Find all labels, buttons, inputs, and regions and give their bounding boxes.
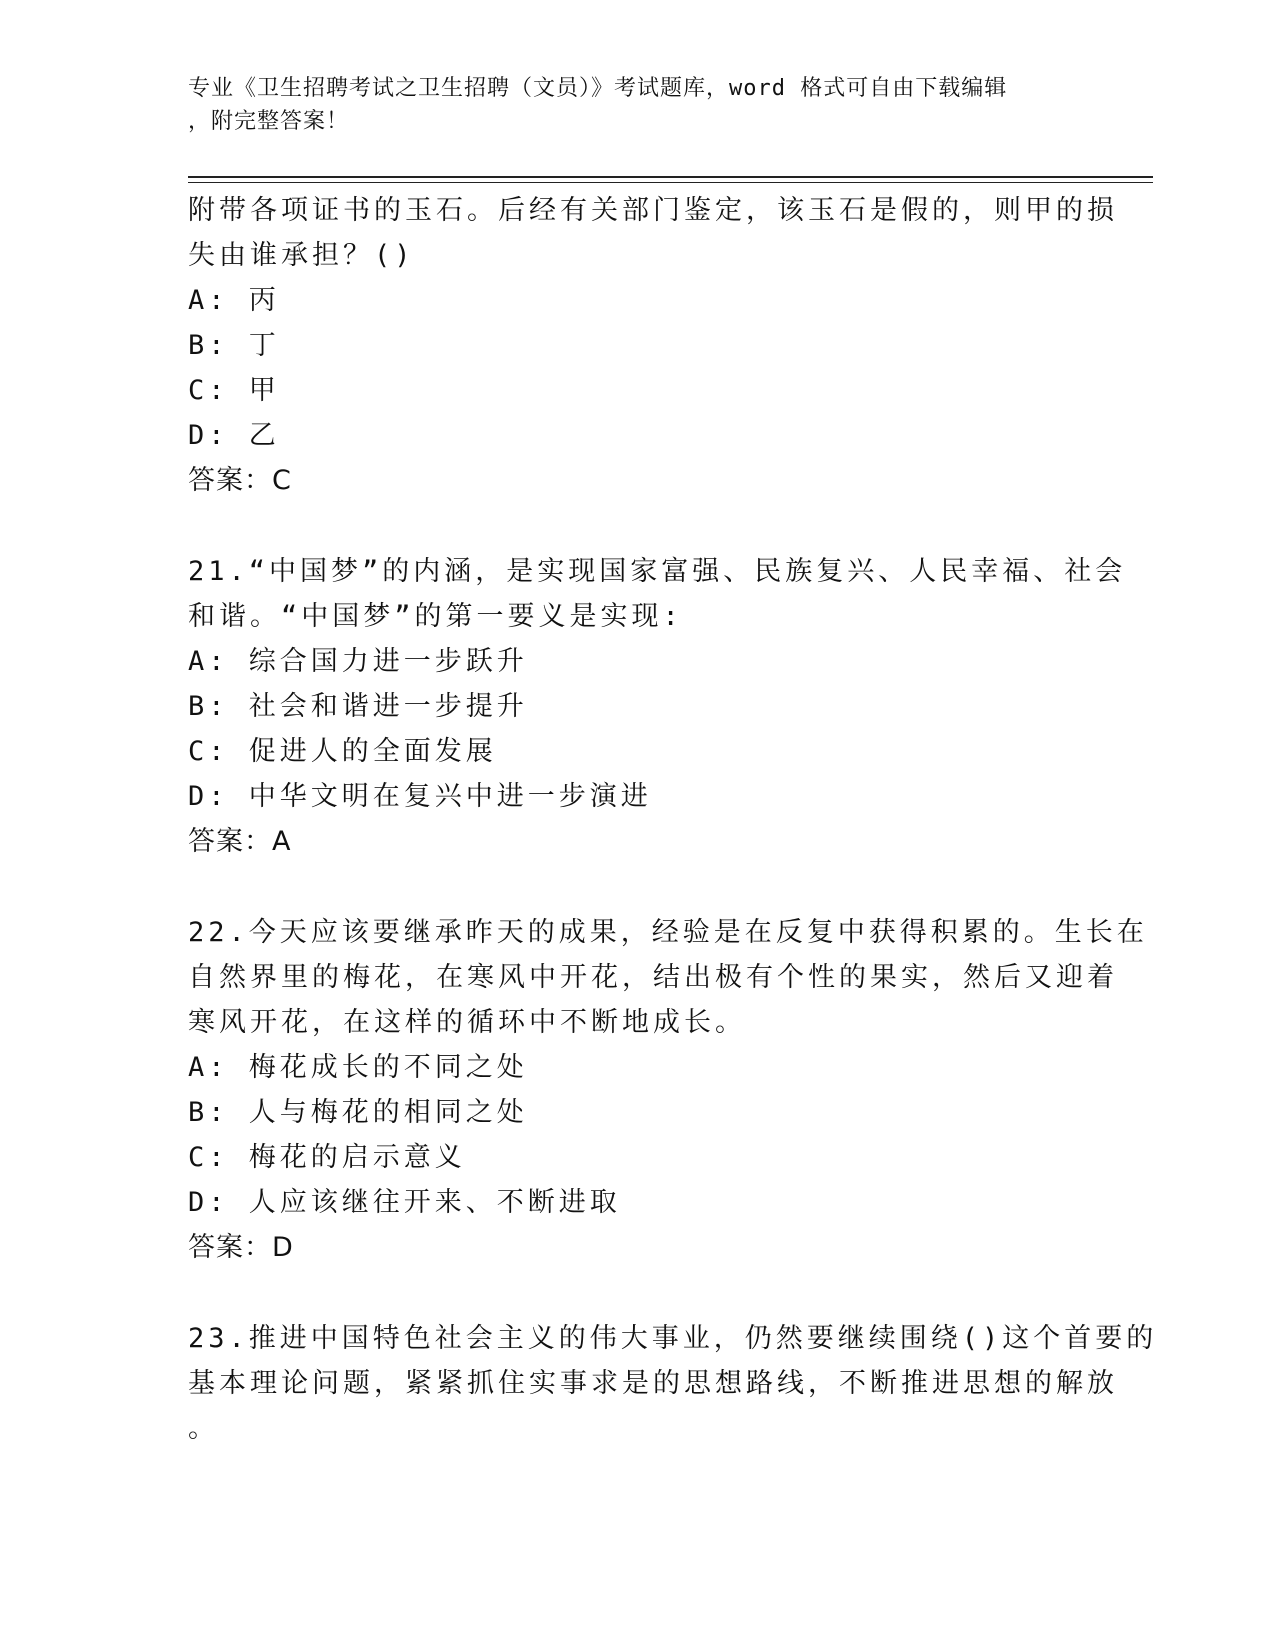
option-d: D: 乙 bbox=[188, 420, 280, 451]
question-20 bbox=[188, 188, 1118, 503]
spacer bbox=[188, 1270, 1088, 1316]
question-text-line: 和谐。“中国梦”的第一要义是实现: bbox=[188, 601, 683, 632]
spacer bbox=[188, 503, 1088, 549]
question-text-line: 寒风开花，在这样的循环中不断地成长。 bbox=[188, 1007, 746, 1038]
option-a: A: 丙 bbox=[188, 285, 280, 316]
answer-label: 答案：D bbox=[188, 1232, 294, 1263]
question-23 bbox=[188, 1316, 1158, 1451]
answer-label: 答案：C bbox=[188, 465, 292, 496]
question-text-line: 自然界里的梅花，在寒风中开花，结出极有个性的果实，然后又迎着 bbox=[188, 962, 1118, 993]
option-a: A: 梅花成长的不同之处 bbox=[188, 1052, 528, 1083]
question-text-line: 。 bbox=[188, 1413, 219, 1444]
question-list bbox=[188, 188, 1158, 1451]
option-b: B: 社会和谐进一步提升 bbox=[188, 691, 528, 722]
question-21 bbox=[188, 549, 1127, 864]
option-c: C: 促进人的全面发展 bbox=[188, 736, 497, 767]
document-header bbox=[188, 72, 1088, 138]
question-text-line: 附带各项证书的玉石。后经有关部门鉴定，该玉石是假的，则甲的损 bbox=[188, 195, 1118, 226]
option-d: D: 中华文明在复兴中进一步演进 bbox=[188, 781, 652, 812]
option-b: B: 人与梅花的相同之处 bbox=[188, 1097, 528, 1128]
question-text-line: 22.今天应该要继承昨天的成果，经验是在反复中获得积累的。生长在 bbox=[188, 917, 1148, 948]
option-a: A: 综合国力进一步跃升 bbox=[188, 646, 528, 677]
header-line-1: 专业《卫生招聘考试之卫生招聘（文员）》考试题库，word 格式可自由下载编辑 bbox=[188, 76, 1008, 101]
header-divider-thin bbox=[188, 182, 1153, 183]
spacer bbox=[188, 864, 1088, 910]
header-divider-thick bbox=[188, 176, 1153, 178]
answer-label: 答案：A bbox=[188, 826, 292, 857]
option-d: D: 人应该继往开来、不断进取 bbox=[188, 1187, 621, 1218]
header-line-2: ，附完整答案！ bbox=[188, 109, 350, 134]
option-c: C: 甲 bbox=[188, 375, 280, 406]
question-22 bbox=[188, 910, 1148, 1270]
question-text-line: 基本理论问题，紧紧抓住实事求是的思想路线，不断推进思想的解放 bbox=[188, 1368, 1118, 1399]
question-text-line: 23.推进中国特色社会主义的伟大事业，仍然要继续围绕()这个首要的 bbox=[188, 1323, 1158, 1354]
question-text-line: 失由谁承担？() bbox=[188, 240, 415, 271]
question-text-line: 21.“中国梦”的内涵，是实现国家富强、民族复兴、人民幸福、社会 bbox=[188, 556, 1127, 587]
option-b: B: 丁 bbox=[188, 330, 280, 361]
option-c: C: 梅花的启示意义 bbox=[188, 1142, 466, 1173]
